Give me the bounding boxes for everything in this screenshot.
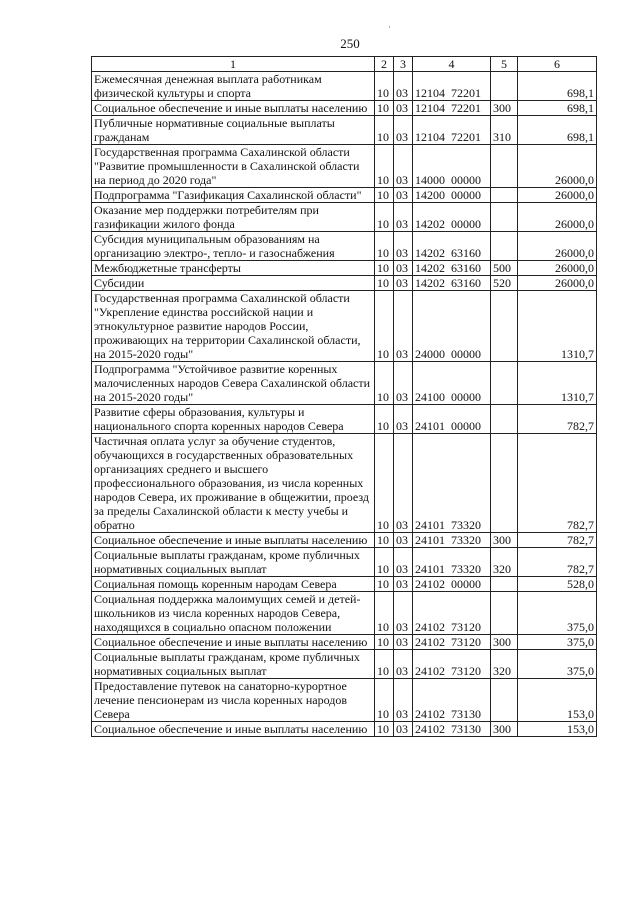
row-subsection: 03: [394, 533, 413, 548]
table-row: [92, 434, 597, 533]
row-section: 10: [375, 635, 394, 650]
row-name: Социальное обеспечение и иные выплаты населению: [92, 101, 375, 116]
row-target-code: 24102 73120: [413, 650, 491, 679]
row-subsection: 03: [394, 145, 413, 188]
row-subsection: 03: [394, 635, 413, 650]
row-target-code: 24101 73320: [413, 533, 491, 548]
row-amount: 375,0: [518, 650, 597, 679]
row-expense-type: [491, 188, 518, 203]
row-section: 10: [375, 577, 394, 592]
row-name: Публичные нормативные социальные выплаты гражданам: [92, 116, 375, 145]
row-section: 10: [375, 362, 394, 405]
row-section: 10: [375, 261, 394, 276]
row-subsection: 03: [394, 405, 413, 434]
row-expense-type: 320: [491, 650, 518, 679]
row-subsection: 03: [394, 261, 413, 276]
row-name: Субсидии: [92, 276, 375, 291]
scan-speck: ·: [388, 22, 391, 32]
row-amount: 698,1: [518, 116, 597, 145]
row-amount: 782,7: [518, 434, 597, 533]
row-expense-type: [491, 145, 518, 188]
row-section: 10: [375, 533, 394, 548]
row-amount: 698,1: [518, 72, 597, 101]
row-target-code: 24101 73320: [413, 434, 491, 533]
row-section: 10: [375, 650, 394, 679]
row-subsection: 03: [394, 592, 413, 635]
row-name: Предоставление путевок на санаторно-курортное лечение пенсионерам из числа коренных народов Севера: [92, 679, 375, 722]
row-expense-type: [491, 577, 518, 592]
row-expense-type: 520: [491, 276, 518, 291]
row-subsection: 03: [394, 548, 413, 577]
table-row: [92, 405, 597, 434]
row-target-code: 24102 73130: [413, 722, 491, 737]
row-amount: 26000,0: [518, 261, 597, 276]
row-expense-type: 500: [491, 261, 518, 276]
row-subsection: 03: [394, 577, 413, 592]
row-subsection: 03: [394, 434, 413, 533]
row-section: 10: [375, 116, 394, 145]
table-row: [92, 276, 597, 291]
row-amount: 375,0: [518, 592, 597, 635]
row-name: Межбюджетные трансферты: [92, 261, 375, 276]
row-amount: 375,0: [518, 635, 597, 650]
row-target-code: 24101 73320: [413, 548, 491, 577]
row-target-code: 12104 72201: [413, 72, 491, 101]
row-name: Государственная программа Сахалинской области "Развитие промышленности в Сахалинской области на период до 2020 года": [92, 145, 375, 188]
row-expense-type: 300: [491, 533, 518, 548]
row-amount: 782,7: [518, 533, 597, 548]
row-amount: 26000,0: [518, 203, 597, 232]
table-row: [92, 203, 597, 232]
row-section: 10: [375, 232, 394, 261]
row-amount: 26000,0: [518, 145, 597, 188]
row-section: 10: [375, 434, 394, 533]
row-subsection: 03: [394, 72, 413, 101]
row-amount: 26000,0: [518, 276, 597, 291]
row-name: Социальное обеспечение и иные выплаты населению: [92, 533, 375, 548]
row-amount: 1310,7: [518, 291, 597, 362]
table-row: [92, 116, 597, 145]
row-subsection: 03: [394, 276, 413, 291]
row-name: Социальное обеспечение и иные выплаты населению: [92, 635, 375, 650]
row-name: Субсидия муниципальным образованиям на организацию электро-, тепло- и газоснабжения: [92, 232, 375, 261]
row-name: Государственная программа Сахалинской области "Укрепление единства российской нации и этнокультурное развитие народов России, проживающих на территории Сахалинской области, на 2015-2020 годы": [92, 291, 375, 362]
row-name: Подпрограмма "Газификация Сахалинской области": [92, 188, 375, 203]
row-expense-type: 310: [491, 116, 518, 145]
row-subsection: 03: [394, 188, 413, 203]
row-target-code: 14202 63160: [413, 276, 491, 291]
row-section: 10: [375, 276, 394, 291]
row-amount: 782,7: [518, 548, 597, 577]
row-target-code: 14200 00000: [413, 188, 491, 203]
table-row: [92, 188, 597, 203]
row-subsection: 03: [394, 232, 413, 261]
row-target-code: 24102 73120: [413, 635, 491, 650]
row-expense-type: [491, 592, 518, 635]
row-expense-type: 320: [491, 548, 518, 577]
row-section: 10: [375, 548, 394, 577]
row-target-code: 24102 73130: [413, 679, 491, 722]
table-row: [92, 145, 597, 188]
column-header: 6: [518, 57, 597, 72]
row-amount: 1310,7: [518, 362, 597, 405]
row-expense-type: [491, 434, 518, 533]
row-name: Социальное обеспечение и иные выплаты населению: [92, 722, 375, 737]
table-row: [92, 261, 597, 276]
row-subsection: 03: [394, 101, 413, 116]
row-subsection: 03: [394, 203, 413, 232]
row-section: 10: [375, 592, 394, 635]
row-section: 10: [375, 101, 394, 116]
table-row: [92, 679, 597, 722]
row-expense-type: 300: [491, 635, 518, 650]
row-subsection: 03: [394, 722, 413, 737]
row-section: 10: [375, 722, 394, 737]
table-row: [92, 635, 597, 650]
row-amount: 153,0: [518, 679, 597, 722]
table-row: [92, 722, 597, 737]
row-amount: 26000,0: [518, 232, 597, 261]
page-number: 250: [340, 36, 360, 51]
row-target-code: 14202 63160: [413, 232, 491, 261]
table-row: [92, 362, 597, 405]
table-row: [92, 72, 597, 101]
row-section: 10: [375, 203, 394, 232]
table-row: [92, 232, 597, 261]
row-expense-type: [491, 72, 518, 101]
row-name: Социальные выплаты гражданам, кроме публичных нормативных социальных выплат: [92, 650, 375, 679]
row-name: Подпрограмма "Устойчивое развитие коренных малочисленных народов Севера Сахалинской области на 2015-2020 годы": [92, 362, 375, 405]
row-expense-type: 300: [491, 722, 518, 737]
row-target-code: 12104 72201: [413, 116, 491, 145]
row-name: Социальные выплаты гражданам, кроме публичных нормативных социальных выплат: [92, 548, 375, 577]
row-target-code: 24101 00000: [413, 405, 491, 434]
row-subsection: 03: [394, 116, 413, 145]
table-header-row: [92, 57, 597, 72]
row-subsection: 03: [394, 362, 413, 405]
row-target-code: 24102 73120: [413, 592, 491, 635]
row-section: 10: [375, 291, 394, 362]
row-amount: 153,0: [518, 722, 597, 737]
column-header: 4: [413, 57, 491, 72]
row-subsection: 03: [394, 679, 413, 722]
row-section: 10: [375, 679, 394, 722]
row-amount: 528,0: [518, 577, 597, 592]
row-amount: 782,7: [518, 405, 597, 434]
row-amount: 26000,0: [518, 188, 597, 203]
row-target-code: 12104 72201: [413, 101, 491, 116]
row-expense-type: [491, 232, 518, 261]
row-section: 10: [375, 145, 394, 188]
row-name: Оказание мер поддержки потребителям при газификации жилого фонда: [92, 203, 375, 232]
column-header: 3: [394, 57, 413, 72]
row-amount: 698,1: [518, 101, 597, 116]
row-expense-type: [491, 291, 518, 362]
column-header: 1: [92, 57, 375, 72]
row-target-code: 24102 00000: [413, 577, 491, 592]
row-expense-type: [491, 203, 518, 232]
table-row: [92, 548, 597, 577]
column-header: 2: [375, 57, 394, 72]
row-section: 10: [375, 405, 394, 434]
column-header: 5: [491, 57, 518, 72]
row-target-code: 14202 63160: [413, 261, 491, 276]
table-row: [92, 291, 597, 362]
table-row: [92, 533, 597, 548]
row-target-code: 24100 00000: [413, 362, 491, 405]
table-row: [92, 650, 597, 679]
table-row: [92, 101, 597, 116]
table-row: [92, 577, 597, 592]
table-row: [92, 592, 597, 635]
row-section: 10: [375, 72, 394, 101]
row-expense-type: 300: [491, 101, 518, 116]
row-name: Ежемесячная денежная выплата работникам физической культуры и спорта: [92, 72, 375, 101]
row-target-code: 24000 00000: [413, 291, 491, 362]
budget-table: [91, 56, 597, 737]
row-name: Социальная поддержка малоимущих семей и детей-школьников из числа коренных народов Севера, находящихся в социально опасном положении: [92, 592, 375, 635]
row-subsection: 03: [394, 650, 413, 679]
row-name: Социальная помощь коренным народам Севера: [92, 577, 375, 592]
row-target-code: 14202 00000: [413, 203, 491, 232]
row-name: Развитие сферы образования, культуры и национального спорта коренных народов Севера: [92, 405, 375, 434]
row-expense-type: [491, 405, 518, 434]
row-section: 10: [375, 188, 394, 203]
row-expense-type: [491, 362, 518, 405]
row-expense-type: [491, 679, 518, 722]
row-target-code: 14000 00000: [413, 145, 491, 188]
row-subsection: 03: [394, 291, 413, 362]
row-name: Частичная оплата услуг за обучение студентов, обучающихся в государственных образовательных организациях среднего и высшего профессионального образования, из числа коренных народов Севера, их проживание в общежитии, проезд за пределы Сахалинской области к месту учебы и обратно: [92, 434, 375, 533]
